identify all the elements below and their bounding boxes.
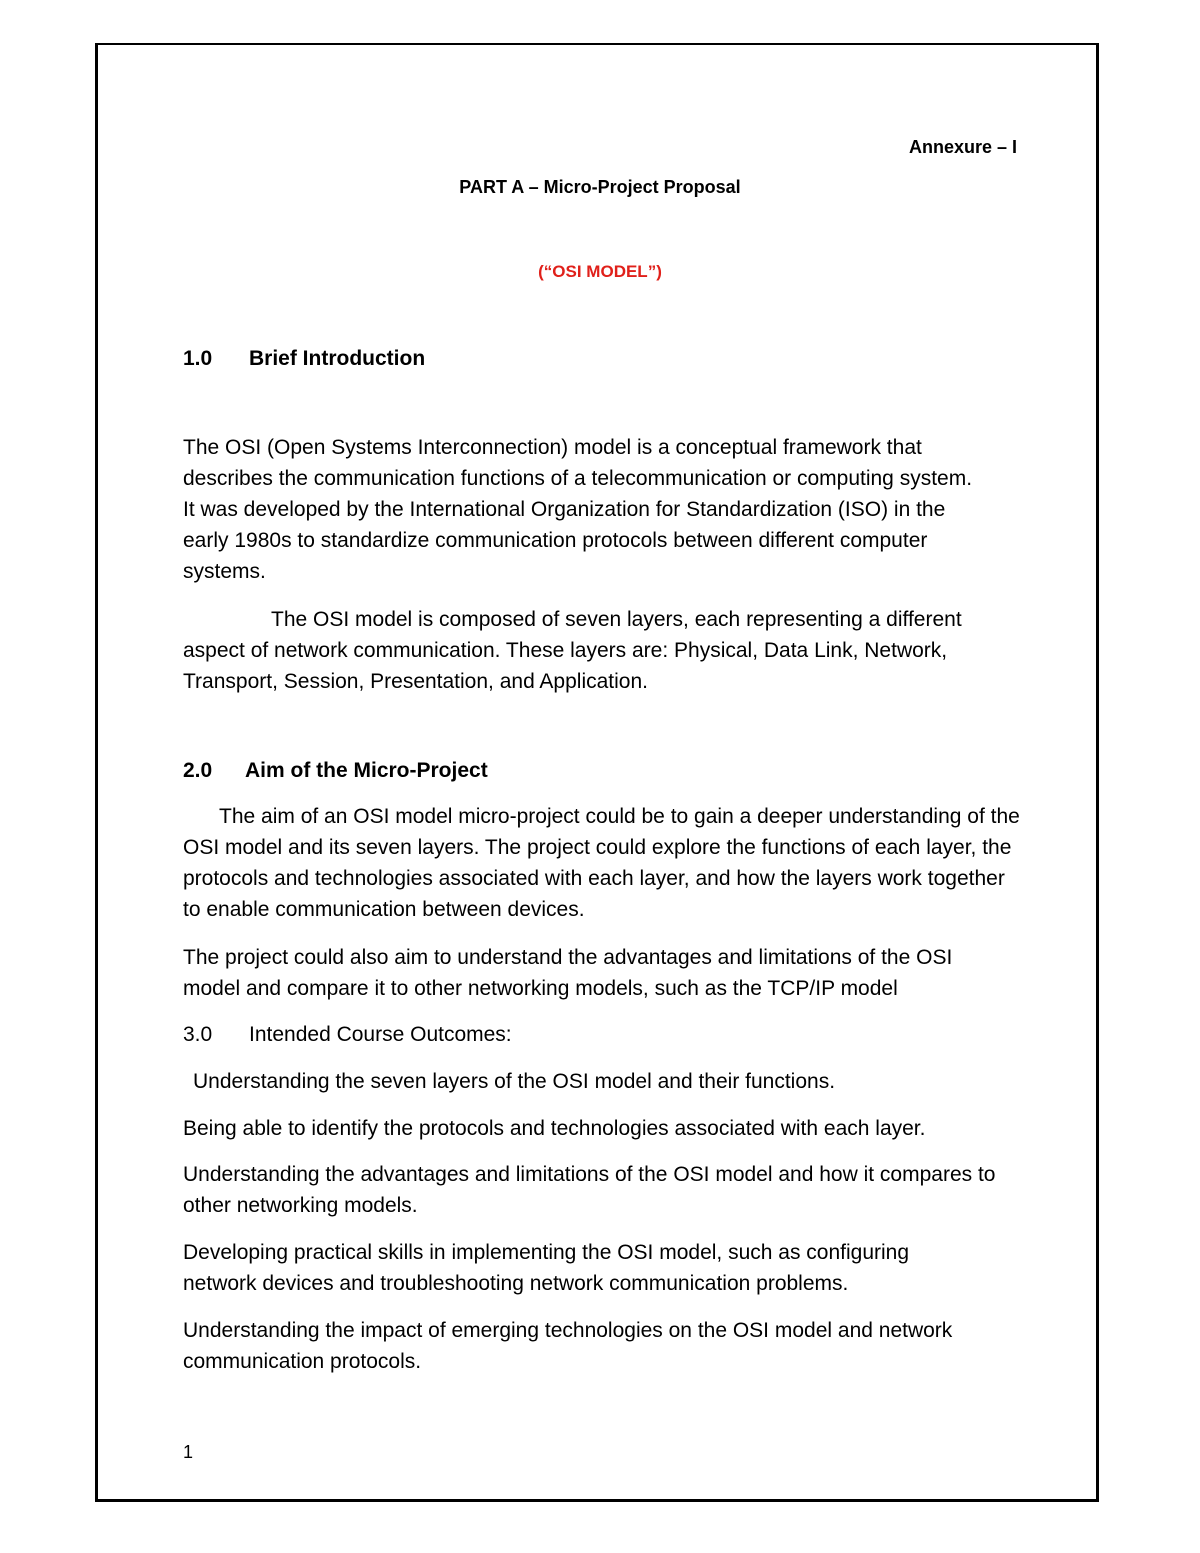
section-2-number: 2.0: [183, 759, 213, 782]
document-subtitle: (“OSI MODEL”): [538, 262, 662, 281]
section-1-paragraph-2: The OSI model is composed of seven layers, each representing a different aspect of network communication. These layers are: Physical, Data Link, Network, Transport, Session, Presentation, and Application.: [183, 608, 962, 693]
outcome-item-3: Understanding the advantages and limitations of the OSI model and how it compares to other networking models.: [183, 1163, 996, 1217]
section-3-number: 3.0: [183, 1023, 213, 1046]
page-number: 1: [183, 1442, 194, 1462]
section-1-title: Brief Introduction: [249, 347, 426, 370]
part-title: PART A – Micro-Project Proposal: [459, 177, 741, 197]
section-2-title: Aim of the Micro-Project: [245, 759, 488, 782]
section-2-paragraph-2: The project could also aim to understand the advantages and limitations of the OSI model and compare it to other networking models, such as the TCP/IP model: [183, 946, 953, 1000]
section-1-heading: [183, 348, 425, 369]
section-1-paragraph-1: The OSI (Open Systems Interconnection) model is a conceptual framework that describes the communication functions of a telecommunication or computing system. It was developed by the International Organization for Standardization (ISO) in the early 1980s to standardize communication protocols between different computer systems.: [183, 436, 973, 583]
section-3-title: Intended Course Outcomes:: [249, 1023, 512, 1046]
outcome-item-5: Understanding the impact of emerging technologies on the OSI model and network communication protocols.: [183, 1319, 953, 1373]
outcome-item-2: Being able to identify the protocols and technologies associated with each layer.: [183, 1117, 926, 1140]
section-2-heading: [183, 760, 488, 781]
section-2-paragraph-1: The aim of an OSI model micro-project could be to gain a deeper understanding of the OSI model and its seven layers. The project could explore the functions of each layer, the protocols and technologies associated with each layer, and how the layers work together to enable communication between devices.: [183, 805, 1020, 921]
outcome-item-1: Understanding the seven layers of the OSI model and their functions.: [193, 1070, 836, 1093]
outcome-item-4: Developing practical skills in implementing the OSI model, such as configuring network devices and troubleshooting network communication problems.: [183, 1241, 910, 1295]
section-3-heading: [183, 1024, 512, 1045]
annexure-label: Annexure – I: [908, 137, 1017, 157]
section-1-number: 1.0: [183, 347, 213, 370]
